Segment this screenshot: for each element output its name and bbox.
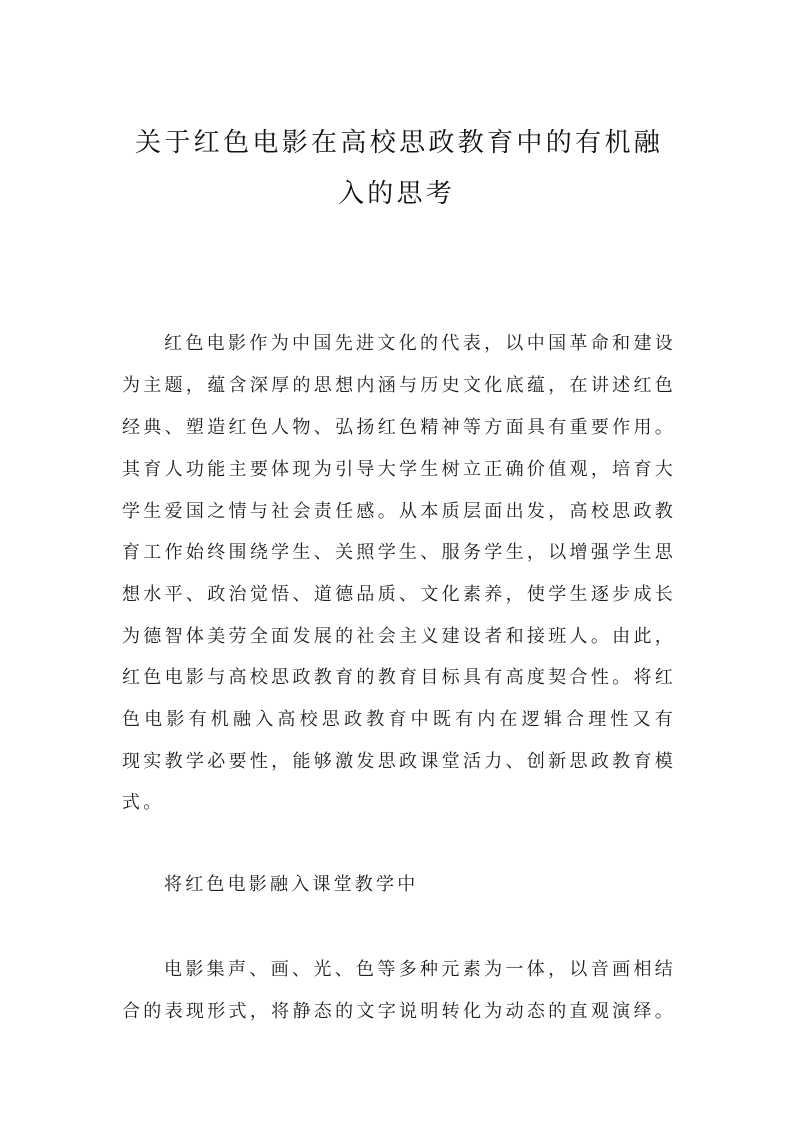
paragraph-2-line: 合的表现形式，将静态的文字说明转化为动态的直观演绎。 [122,1001,676,1022]
paragraph-1-line: 经典、塑造红色人物、弘扬红色精神等方面具有重要作用。 [122,417,676,438]
paragraph-1-line: 为主题，蕴含深厚的思想内涵与历史文化底蕴，在讲述红色 [122,375,676,396]
document-title-line-2: 入的思考 [338,179,455,209]
paragraph-2-line: 电影集声、画、光、色等多种元素为一体，以音画相结 [164,959,676,980]
paragraph-1-line: 其育人功能主要体现为引导大学生树立正确价值观，培育大 [122,459,676,480]
paragraph-1-line: 为德智体美劳全面发展的社会主义建设者和接班人。由此， [122,626,676,647]
paragraph-1-line: 式。 [122,792,165,813]
paragraph-1-line: 学生爱国之情与社会责任感。从本质层面出发，高校思政教 [122,501,676,522]
paragraph-1-line: 想水平、政治觉悟、道德品质、文化素养，使学生逐步成长 [122,584,676,605]
paragraph-1-line: 现实教学必要性，能够激发思政课堂活力、创新思政教育模 [122,751,676,772]
document-title-line-1: 关于红色电影在高校思政教育中的有机融 [135,128,663,158]
paragraph-1-line: 育工作始终围绕学生、关照学生、服务学生，以增强学生思 [122,542,676,563]
paragraph-1-line: 红色电影作为中国先进文化的代表，以中国革命和建设 [164,333,676,354]
paragraph-1-line: 色电影有机融入高校思政教育中既有内在逻辑合理性又有 [122,709,676,730]
section-heading: 将红色电影融入课堂教学中 [164,874,419,895]
paragraph-1-line: 红色电影与高校思政教育的教育目标具有高度契合性。将红 [122,667,676,688]
